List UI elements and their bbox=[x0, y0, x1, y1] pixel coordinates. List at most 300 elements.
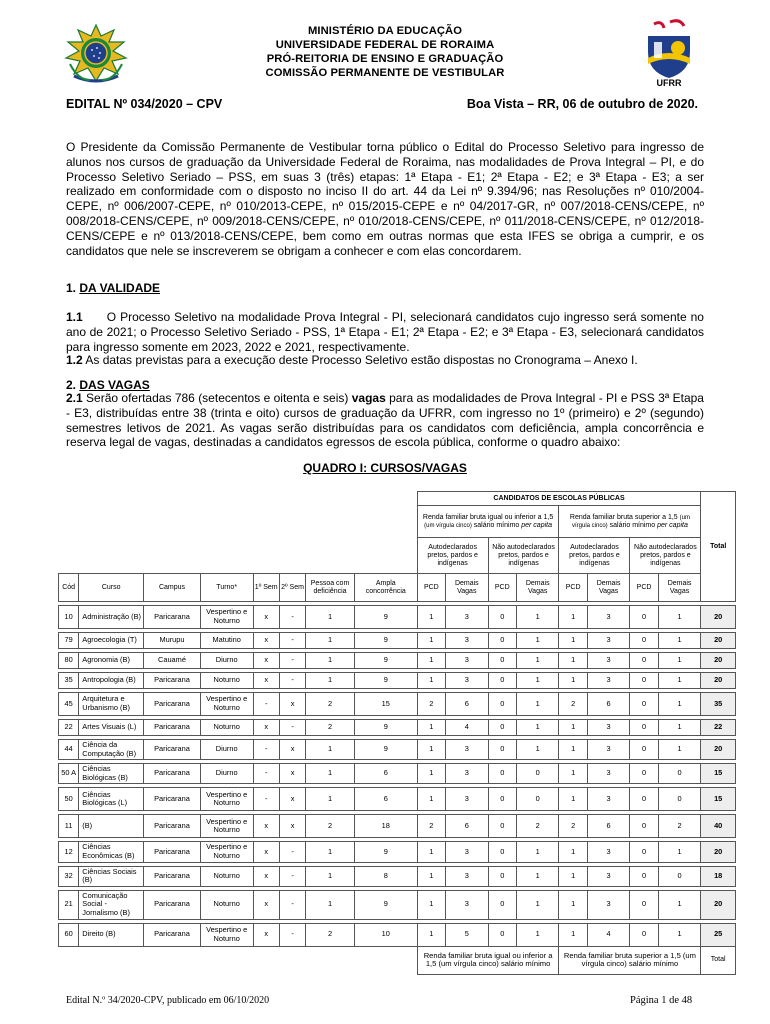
header-line-4: COMISSÃO PERMANENTE DE VESTIBULAR bbox=[265, 67, 505, 79]
cell-total: 15 bbox=[701, 788, 736, 811]
cell-ampla: 9 bbox=[354, 740, 417, 760]
cell-quota-5: 1 bbox=[559, 720, 587, 736]
cell-curso: Direito (B) bbox=[79, 923, 144, 946]
cell-quota-5: 1 bbox=[559, 633, 587, 649]
cell-cod: 21 bbox=[59, 890, 79, 919]
cell-cod: 35 bbox=[59, 673, 79, 689]
cell-curso: Artes Visuais (L) bbox=[79, 720, 144, 736]
paragraph-1-1-number: 1.1 bbox=[66, 310, 83, 324]
cell-sem1: x bbox=[253, 653, 279, 669]
renda-alta-small: (um vírgula cinco) bbox=[572, 514, 690, 529]
col-demais-4: Demais Vagas bbox=[658, 574, 701, 602]
cell-quota-6: 3 bbox=[587, 890, 630, 919]
cell-quota-5: 2 bbox=[559, 815, 587, 838]
paragraph-2-1-text-a: Serão ofertadas 786 (setecentos e oitenta e seis) bbox=[86, 391, 349, 405]
cell-campus: Cauamé bbox=[144, 653, 201, 669]
cell-quota-7: 0 bbox=[630, 720, 658, 736]
cell-pcd: 2 bbox=[306, 815, 355, 838]
paragraph-1-2-number: 1.2 bbox=[66, 353, 83, 367]
cell-pcd: 1 bbox=[306, 764, 355, 784]
cell-quota-4: 1 bbox=[516, 890, 559, 919]
cell-ampla: 6 bbox=[354, 788, 417, 811]
cell-sem2: - bbox=[279, 653, 305, 669]
cell-quota-7: 0 bbox=[630, 633, 658, 649]
cell-sem2: - bbox=[279, 720, 305, 736]
cell-quota-2: 4 bbox=[446, 720, 489, 736]
cell-quota-4: 1 bbox=[516, 842, 559, 862]
cell-quota-6: 3 bbox=[587, 740, 630, 760]
cell-quota-7: 0 bbox=[630, 764, 658, 784]
cell-pcd: 1 bbox=[306, 673, 355, 689]
section-2-title: DAS VAGAS bbox=[79, 378, 150, 392]
cell-sem1: x bbox=[253, 720, 279, 736]
cell-cod: 22 bbox=[59, 720, 79, 736]
cell-quota-6: 4 bbox=[587, 923, 630, 946]
cell-quota-1: 1 bbox=[417, 653, 445, 669]
section-1-number: 1. bbox=[66, 281, 77, 295]
cell-quota-4: 2 bbox=[516, 815, 559, 838]
cell-quota-5: 1 bbox=[559, 764, 587, 784]
cell-quota-7: 0 bbox=[630, 866, 658, 886]
cell-quota-4: 1 bbox=[516, 693, 559, 716]
cell-quota-6: 6 bbox=[587, 693, 630, 716]
section-2-heading bbox=[66, 378, 150, 392]
cell-quota-4: 1 bbox=[516, 923, 559, 946]
cell-campus: Paricarana bbox=[144, 720, 201, 736]
cell-ampla: 9 bbox=[354, 653, 417, 669]
cell-turno: Vespertino e Noturno bbox=[200, 815, 253, 838]
paragraph-2-1 bbox=[66, 391, 704, 450]
cell-curso: Agronomia (B) bbox=[79, 653, 144, 669]
cell-quota-3: 0 bbox=[488, 720, 516, 736]
cell-quota-5: 1 bbox=[559, 866, 587, 886]
cell-curso: Ciências Biológicas (L) bbox=[79, 788, 144, 811]
cell-sem1: x bbox=[253, 923, 279, 946]
cell-quota-7: 0 bbox=[630, 842, 658, 862]
cell-quota-5: 1 bbox=[559, 890, 587, 919]
cell-total: 20 bbox=[701, 890, 736, 919]
cell-quota-6: 3 bbox=[587, 633, 630, 649]
cell-turno: Noturno bbox=[200, 890, 253, 919]
renda-baixa-tail: salário mínimo bbox=[473, 521, 520, 529]
cell-sem1: - bbox=[253, 740, 279, 760]
cell-total: 20 bbox=[701, 673, 736, 689]
cell-quota-6: 3 bbox=[587, 866, 630, 886]
cell-pcd: 2 bbox=[306, 720, 355, 736]
nao-auto-header-1: Não autodeclarados pretos, pardos e indígenas bbox=[488, 538, 559, 574]
cell-quota-1: 1 bbox=[417, 764, 445, 784]
cell-sem1: x bbox=[253, 815, 279, 838]
cell-quota-5: 2 bbox=[559, 693, 587, 716]
cell-quota-7: 0 bbox=[630, 673, 658, 689]
cell-campus: Paricarana bbox=[144, 606, 201, 629]
paragraph-2-1-bold: vagas bbox=[351, 391, 386, 405]
cell-quota-2: 3 bbox=[446, 890, 489, 919]
cell-total: 15 bbox=[701, 764, 736, 784]
renda-baixa-header bbox=[417, 506, 559, 538]
cell-pcd: 2 bbox=[306, 693, 355, 716]
renda-alta-header bbox=[559, 506, 701, 538]
cell-sem1: x bbox=[253, 890, 279, 919]
paragraph-1-2 bbox=[66, 353, 704, 368]
col-pcd-2: PCD bbox=[488, 574, 516, 602]
cell-pcd: 1 bbox=[306, 740, 355, 760]
cell-turno: Vespertino e Noturno bbox=[200, 693, 253, 716]
cell-ampla: 18 bbox=[354, 815, 417, 838]
renda-alta-text: Renda familiar bruta superior a 1,5 bbox=[569, 513, 678, 521]
cell-turno: Noturno bbox=[200, 866, 253, 886]
col-curso: Curso bbox=[79, 574, 144, 602]
section-2-number: 2. bbox=[66, 378, 77, 392]
cell-curso: Administração (B) bbox=[79, 606, 144, 629]
cell-quota-4: 1 bbox=[516, 653, 559, 669]
edital-number: EDITAL Nº 034/2020 – CPV bbox=[66, 97, 223, 111]
cell-sem1: - bbox=[253, 693, 279, 716]
cell-quota-1: 1 bbox=[417, 720, 445, 736]
cell-sem1: x bbox=[253, 606, 279, 629]
cell-total: 40 bbox=[701, 815, 736, 838]
ufrr-logo-label: UFRR bbox=[656, 78, 682, 88]
cell-quota-3: 0 bbox=[488, 673, 516, 689]
cell-curso: Ciências Sociais (B) bbox=[79, 866, 144, 886]
cell-turno: Diurno bbox=[200, 764, 253, 784]
cell-turno: Noturno bbox=[200, 673, 253, 689]
paragraph-2-1-number: 2.1 bbox=[66, 391, 83, 405]
cell-quota-1: 2 bbox=[417, 693, 445, 716]
auto-header-2: Autodeclarados pretos, pardos e indígenas bbox=[559, 538, 630, 574]
cell-quota-8: 1 bbox=[658, 720, 701, 736]
cell-quota-6: 3 bbox=[587, 842, 630, 862]
col-pcd-4: PCD bbox=[630, 574, 658, 602]
table-row bbox=[59, 653, 736, 669]
cell-quota-2: 3 bbox=[446, 764, 489, 784]
cell-quota-7: 0 bbox=[630, 923, 658, 946]
table-row bbox=[59, 693, 736, 716]
table-row bbox=[59, 890, 736, 919]
cell-quota-1: 1 bbox=[417, 890, 445, 919]
table-row bbox=[59, 815, 736, 838]
table-row bbox=[59, 842, 736, 862]
cell-cod: 12 bbox=[59, 842, 79, 862]
cell-sem2: x bbox=[279, 740, 305, 760]
table-row bbox=[59, 764, 736, 784]
cell-quota-6: 3 bbox=[587, 673, 630, 689]
escolas-publicas-header: CANDIDATOS DE ESCOLAS PÚBLICAS bbox=[417, 492, 701, 506]
cell-cod: 60 bbox=[59, 923, 79, 946]
cell-cod: 11 bbox=[59, 815, 79, 838]
cell-quota-3: 0 bbox=[488, 815, 516, 838]
cell-cod: 44 bbox=[59, 740, 79, 760]
cell-quota-8: 1 bbox=[658, 740, 701, 760]
cell-quota-1: 1 bbox=[417, 842, 445, 862]
cell-quota-7: 0 bbox=[630, 815, 658, 838]
renda-baixa-small: (um vírgula cinco) bbox=[424, 522, 472, 529]
cell-quota-2: 6 bbox=[446, 693, 489, 716]
cell-sem1: - bbox=[253, 764, 279, 784]
header-line-1: MINISTÉRIO DA EDUCAÇÃO bbox=[307, 25, 463, 37]
cell-campus: Murupu bbox=[144, 633, 201, 649]
cell-quota-3: 0 bbox=[488, 740, 516, 760]
cell-quota-1: 1 bbox=[417, 606, 445, 629]
table-row bbox=[59, 740, 736, 760]
cell-quota-8: 1 bbox=[658, 923, 701, 946]
cell-ampla: 8 bbox=[354, 866, 417, 886]
cell-quota-8: 1 bbox=[658, 693, 701, 716]
section-1-title: DA VALIDADE bbox=[79, 281, 161, 295]
cell-ampla: 9 bbox=[354, 842, 417, 862]
cell-pcd: 1 bbox=[306, 653, 355, 669]
cell-quota-2: 6 bbox=[446, 815, 489, 838]
cell-cod: 79 bbox=[59, 633, 79, 649]
cell-quota-1: 1 bbox=[417, 740, 445, 760]
cell-quota-3: 0 bbox=[488, 693, 516, 716]
table-row bbox=[59, 866, 736, 886]
cell-quota-8: 1 bbox=[658, 673, 701, 689]
cell-pcd: 1 bbox=[306, 788, 355, 811]
footer-renda-baixa: Renda familiar bruta igual ou inferior a 1,5 (um vírgula cinco) salário mínimo bbox=[417, 946, 559, 974]
cell-cod: 45 bbox=[59, 693, 79, 716]
footer-total: Total bbox=[701, 946, 736, 974]
table-row bbox=[59, 923, 736, 946]
cell-total: 35 bbox=[701, 693, 736, 716]
cell-cod: 50 bbox=[59, 788, 79, 811]
intro-paragraph: O Presidente da Comissão Permanente de Vestibular torna público o Edital do Processo Seletivo para ingresso de alunos nos cursos de graduação da Universidade Federal de Roraima, nas modalidades de Prova Integral – PI, e do Processo Seletivo Seriado – PSS, em suas 3 (três) etapas: 1ª Etapa - E1; 2ª Etapa - E2; e 3ª Etapa - E3; a ser realizado em conformidade com o disposto no inciso II do art. 44 da Lei nº 9.394/96; nas Resoluções nº 010/2004-CEPE, nº 006/2007-CEPE, nº 010/2013-CEPE, nº 015/2015-CEPE e nº 04/2017-GR, nº 007/2018-CENS/CEPE, nº 008/2018-CENS/CEPE, nº 009/2018-CENS/CEPE, nº 010/2018-CENS/CEPE, nº 011/2018-CENS/CEPE, nº 012/2018-CENS/CEPE e nº 013/2018-CENS/CEPE, bem como em outras normas que esta IFES se obriga a cumprir, e os candidatos que nele se inscreverem se obrigam a conhecer e com elas concordarem. bbox=[66, 140, 704, 258]
col-demais-1: Demais Vagas bbox=[446, 574, 489, 602]
cell-quota-1: 1 bbox=[417, 633, 445, 649]
cell-quota-5: 1 bbox=[559, 740, 587, 760]
cell-quota-8: 0 bbox=[658, 866, 701, 886]
cell-quota-8: 1 bbox=[658, 633, 701, 649]
cell-quota-3: 0 bbox=[488, 788, 516, 811]
cell-quota-4: 1 bbox=[516, 866, 559, 886]
cell-quota-1: 1 bbox=[417, 923, 445, 946]
table-row bbox=[59, 606, 736, 629]
cell-cod: 50 A bbox=[59, 764, 79, 784]
col-demais-2: Demais Vagas bbox=[516, 574, 559, 602]
cell-quota-6: 3 bbox=[587, 606, 630, 629]
col-turno: Turno* bbox=[200, 574, 253, 602]
col-demais-3: Demais Vagas bbox=[587, 574, 630, 602]
cell-campus: Paricarana bbox=[144, 788, 201, 811]
col-pcd-3: PCD bbox=[559, 574, 587, 602]
cell-quota-6: 3 bbox=[587, 653, 630, 669]
cell-sem1: x bbox=[253, 673, 279, 689]
cell-ampla: 9 bbox=[354, 606, 417, 629]
cell-quota-7: 0 bbox=[630, 740, 658, 760]
cell-pcd: 1 bbox=[306, 890, 355, 919]
cell-quota-8: 0 bbox=[658, 788, 701, 811]
paragraph-2-1-text-b: para as modalidades de Prova Integral - PI e PSS 3ª Etapa - E3, distribuídas entre 38 (trinta e oito) cursos de graduação da UFRR, com ingresso no 1º (primeiro) e 2º (segundo) semestres letivos de 2021. As vagas serão distribuídas para os candidatos com deficiência, ampla concorrência e reserva legal de vagas, destinadas a candidatos egressos de escola pública, conforme o quadro abaixo: bbox=[66, 391, 704, 450]
cell-quota-2: 5 bbox=[446, 923, 489, 946]
cell-quota-2: 3 bbox=[446, 842, 489, 862]
cell-quota-3: 0 bbox=[488, 890, 516, 919]
cell-campus: Paricarana bbox=[144, 923, 201, 946]
cell-turno: Diurno bbox=[200, 653, 253, 669]
cell-quota-4: 1 bbox=[516, 673, 559, 689]
cell-quota-2: 3 bbox=[446, 788, 489, 811]
footer-renda-alta: Renda familiar bruta superior a 1,5 (um vírgula cinco) salário mínimo bbox=[559, 946, 701, 974]
cell-ampla: 9 bbox=[354, 673, 417, 689]
cell-turno: Vespertino e Noturno bbox=[200, 788, 253, 811]
cell-total: 20 bbox=[701, 606, 736, 629]
nao-auto-header-2: Não autodeclarados pretos, pardos e indígenas bbox=[630, 538, 701, 574]
cell-pcd: 1 bbox=[306, 606, 355, 629]
col-cod: Cód bbox=[59, 574, 79, 602]
cell-sem2: - bbox=[279, 890, 305, 919]
header-line-2: UNIVERSIDADE FEDERAL DE RORAIMA bbox=[275, 39, 495, 51]
table-row bbox=[59, 720, 736, 736]
col-campus: Campus bbox=[144, 574, 201, 602]
cell-ampla: 9 bbox=[354, 890, 417, 919]
cell-ampla: 10 bbox=[354, 923, 417, 946]
cell-turno: Vespertino e Noturno bbox=[200, 842, 253, 862]
cell-ampla: 6 bbox=[354, 764, 417, 784]
cell-quota-3: 0 bbox=[488, 842, 516, 862]
cell-quota-2: 3 bbox=[446, 673, 489, 689]
cell-quota-4: 1 bbox=[516, 740, 559, 760]
cell-ampla: 9 bbox=[354, 720, 417, 736]
cell-campus: Paricarana bbox=[144, 764, 201, 784]
cell-cod: 10 bbox=[59, 606, 79, 629]
cell-curso: Arquitetura e Urbanismo (B) bbox=[79, 693, 144, 716]
cell-quota-7: 0 bbox=[630, 890, 658, 919]
cell-sem2: - bbox=[279, 606, 305, 629]
cell-campus: Paricarana bbox=[144, 693, 201, 716]
cell-sem2: x bbox=[279, 788, 305, 811]
cell-turno: Vespertino e Noturno bbox=[200, 923, 253, 946]
paragraph-1-1-text: O Processo Seletivo na modalidade Prova Integral - PI, selecionará candidatos cujo ingresso será somente no ano de 2021; o Processo Seletivo Seriado - PSS, 1ª Etapa - E1; 2ª Etapa - E2; e 3ª Etapa - E3, selecionará candidatos para ingresso somente em 2023, 2022 e 2021, respectivamente. bbox=[66, 310, 704, 354]
cell-quota-3: 0 bbox=[488, 633, 516, 649]
cell-sem1: x bbox=[253, 866, 279, 886]
col-sem2: 2º Sem bbox=[279, 574, 305, 602]
cell-quota-5: 1 bbox=[559, 842, 587, 862]
cell-campus: Paricarana bbox=[144, 740, 201, 760]
cell-campus: Paricarana bbox=[144, 890, 201, 919]
cell-quota-8: 1 bbox=[658, 606, 701, 629]
cell-sem2: x bbox=[279, 764, 305, 784]
cell-sem2: x bbox=[279, 693, 305, 716]
quadro-title: QUADRO I: CURSOS/VAGAS bbox=[303, 461, 467, 475]
cell-quota-2: 3 bbox=[446, 740, 489, 760]
cell-pcd: 1 bbox=[306, 633, 355, 649]
cell-turno: Diurno bbox=[200, 740, 253, 760]
cell-quota-4: 1 bbox=[516, 633, 559, 649]
cell-quota-1: 2 bbox=[417, 815, 445, 838]
cell-quota-5: 1 bbox=[559, 923, 587, 946]
cell-sem1: - bbox=[253, 788, 279, 811]
footer-page-number: Página 1 de 48 bbox=[630, 995, 693, 1006]
cell-quota-6: 6 bbox=[587, 815, 630, 838]
cell-quota-2: 3 bbox=[446, 653, 489, 669]
cell-quota-5: 1 bbox=[559, 673, 587, 689]
cell-quota-8: 1 bbox=[658, 653, 701, 669]
auto-header-1: Autodeclarados pretos, pardos e indígenas bbox=[417, 538, 488, 574]
cell-curso: (B) bbox=[79, 815, 144, 838]
cell-curso: Agroecologia (T) bbox=[79, 633, 144, 649]
cell-quota-3: 0 bbox=[488, 764, 516, 784]
cell-sem2: - bbox=[279, 866, 305, 886]
cell-pcd: 1 bbox=[306, 866, 355, 886]
cell-quota-8: 0 bbox=[658, 764, 701, 784]
cell-total: 22 bbox=[701, 720, 736, 736]
cell-total: 20 bbox=[701, 653, 736, 669]
cell-turno: Vespertino e Noturno bbox=[200, 606, 253, 629]
header-line-3: PRÓ-REITORIA DE ENSINO E GRADUAÇÃO bbox=[266, 53, 504, 65]
cell-campus: Paricarana bbox=[144, 673, 201, 689]
cell-quota-6: 3 bbox=[587, 764, 630, 784]
cell-curso: Antropologia (B) bbox=[79, 673, 144, 689]
cell-sem2: - bbox=[279, 842, 305, 862]
cell-sem2: x bbox=[279, 815, 305, 838]
cell-quota-1: 1 bbox=[417, 788, 445, 811]
cell-quota-6: 3 bbox=[587, 720, 630, 736]
cell-quota-4: 0 bbox=[516, 788, 559, 811]
cell-ampla: 15 bbox=[354, 693, 417, 716]
cell-cod: 80 bbox=[59, 653, 79, 669]
paragraph-1-1 bbox=[66, 310, 704, 354]
cell-quota-4: 0 bbox=[516, 764, 559, 784]
cell-sem1: x bbox=[253, 842, 279, 862]
col-ampla: Ampla concorrência bbox=[354, 574, 417, 602]
renda-baixa-text: Renda familiar bruta igual ou inferior a 1,5 bbox=[422, 513, 554, 521]
cell-sem2: - bbox=[279, 923, 305, 946]
table-row bbox=[59, 673, 736, 689]
cell-quota-3: 0 bbox=[488, 923, 516, 946]
cell-quota-5: 1 bbox=[559, 606, 587, 629]
cell-curso: Ciências Biológicas (B) bbox=[79, 764, 144, 784]
renda-alta-tail: salário mínimo bbox=[609, 521, 656, 529]
cell-quota-2: 3 bbox=[446, 633, 489, 649]
col-sem1: 1º Sem bbox=[253, 574, 279, 602]
table-row bbox=[59, 788, 736, 811]
cell-total: 20 bbox=[701, 633, 736, 649]
cell-sem1: x bbox=[253, 633, 279, 649]
cell-ampla: 9 bbox=[354, 633, 417, 649]
vagas-table-body bbox=[59, 602, 736, 947]
cell-curso: Comunicação Social - Jornalismo (B) bbox=[79, 890, 144, 919]
col-pcd-full: Pessoa com deficiência bbox=[306, 574, 355, 602]
table-row bbox=[59, 633, 736, 649]
cell-quota-3: 0 bbox=[488, 606, 516, 629]
cell-sem2: - bbox=[279, 673, 305, 689]
cell-sem2: - bbox=[279, 633, 305, 649]
cell-turno: Matutino bbox=[200, 633, 253, 649]
col-pcd-1: PCD bbox=[417, 574, 445, 602]
cell-quota-1: 1 bbox=[417, 866, 445, 886]
cell-quota-6: 3 bbox=[587, 788, 630, 811]
paragraph-1-2-text: As datas previstas para a execução deste Processo Seletivo estão dispostas no Cronograma – Anexo I. bbox=[85, 353, 638, 367]
cell-quota-5: 1 bbox=[559, 653, 587, 669]
footer-edital: Edital N.º 34/2020-CPV, publicado em 06/10/2020 bbox=[66, 995, 270, 1006]
cell-quota-8: 1 bbox=[658, 842, 701, 862]
cell-curso: Ciências Econômicas (B) bbox=[79, 842, 144, 862]
cell-quota-3: 0 bbox=[488, 866, 516, 886]
section-1-heading bbox=[66, 281, 160, 295]
total-header: Total bbox=[701, 492, 736, 602]
cell-pcd: 1 bbox=[306, 842, 355, 862]
cell-total: 20 bbox=[701, 740, 736, 760]
renda-baixa-per-capita: per capita bbox=[521, 521, 552, 529]
cell-quota-2: 3 bbox=[446, 606, 489, 629]
cell-campus: Paricarana bbox=[144, 815, 201, 838]
cell-quota-4: 1 bbox=[516, 606, 559, 629]
cell-quota-7: 0 bbox=[630, 693, 658, 716]
cell-quota-8: 1 bbox=[658, 890, 701, 919]
renda-alta-per-capita: per capita bbox=[657, 521, 688, 529]
cell-total: 18 bbox=[701, 866, 736, 886]
cell-quota-5: 1 bbox=[559, 788, 587, 811]
cell-cod: 32 bbox=[59, 866, 79, 886]
